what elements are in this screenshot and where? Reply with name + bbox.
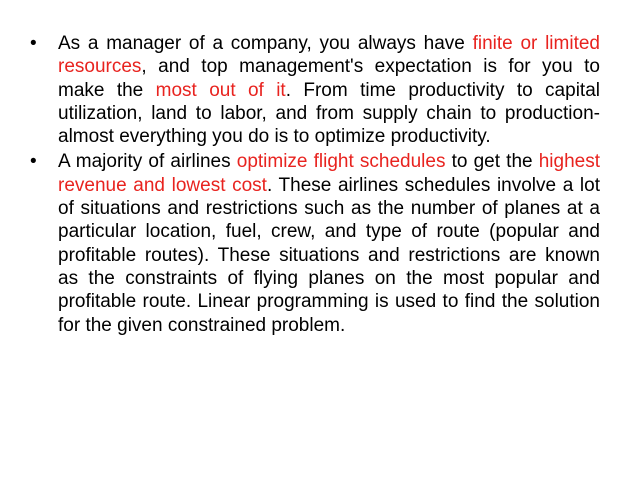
bullet-text: [58, 33, 600, 147]
highlighted-phrase: most out of it: [155, 79, 286, 101]
text-segment: to get the: [445, 151, 539, 173]
highlighted-phrase: optimize flight schedules: [236, 151, 446, 173]
bullet-text: [58, 151, 600, 335]
text-segment: . These airlines schedules involve a lot of situations and restrictions such as the number of planes at a particular location, fuel, crew, and type of route (popular and profitable routes). These situations and restrictions are known as the constraints of flying planes on the most popular and profitable route. Linear programming is used to find the solution for the given constrained problem.: [58, 174, 600, 336]
highlighted-phrase: highest revenue and lowest cost: [58, 151, 601, 196]
bullet-item-airlines: [30, 150, 600, 336]
highlighted-phrase: finite or limited resources: [58, 33, 600, 78]
text-segment: . From time productivity to capital utilization, land to labor, and from supply chain to production-almost everything you do is to optimize productivity.: [58, 79, 600, 148]
bullet-dot-icon: •: [30, 151, 37, 173]
bullet-item-resources: [30, 32, 600, 148]
bullet-list: [30, 32, 600, 339]
text-segment: , and top management's expectation is for you to make the: [58, 56, 600, 101]
text-segment: As a manager of a company, you always have: [58, 33, 473, 54]
text-segment: A majority of airlines: [58, 151, 237, 173]
bullet-dot-icon: •: [30, 33, 37, 54]
